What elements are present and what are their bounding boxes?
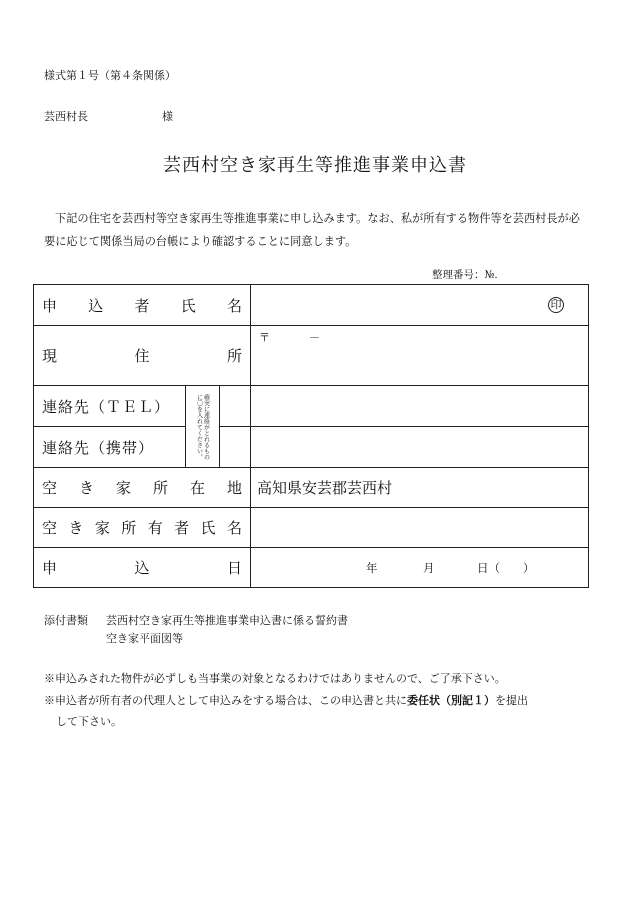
label-char: 込 [134, 559, 150, 577]
row-address [34, 326, 589, 386]
contact-note [186, 386, 220, 468]
row-owner-name [34, 508, 589, 548]
postal-mark: 〒 [259, 331, 271, 344]
label-char: 氏 [180, 296, 196, 315]
row-vacant-location [34, 468, 589, 508]
date-month: 月 [423, 560, 435, 575]
contact-note-text: 確実に連絡がとれるものに〇を入れてください。 [195, 393, 210, 460]
note-1: ※申込みされた物件が必ずしも当事業の対象となるわけではありませんので、ご了承下さい。 [44, 672, 506, 685]
label-char: 日 [227, 559, 243, 577]
form-number: 様式第１号（第４条関係） [44, 69, 176, 82]
vacant-location-field[interactable] [251, 468, 589, 508]
tel-checkbox[interactable] [220, 386, 251, 427]
note-2 [44, 692, 528, 708]
attachment-item: 空き家平面図等 [106, 632, 183, 645]
label-char: 空 [42, 479, 58, 497]
label-char: 所 [227, 347, 243, 365]
mobile-checkbox[interactable] [220, 427, 251, 468]
mobile-label [34, 427, 186, 468]
seal-mark: 印 [548, 297, 564, 313]
row-applicant-name [34, 285, 589, 326]
reference-number-label: 整理番号：№. [432, 269, 498, 281]
postal-dash: － [309, 331, 321, 344]
label-char: 名 [227, 296, 243, 315]
apply-date-field[interactable] [251, 548, 589, 588]
address-field[interactable] [251, 326, 589, 386]
row-tel [34, 386, 589, 427]
owner-name-field[interactable] [251, 508, 589, 548]
label-char: 名 [226, 519, 242, 537]
date-year: 年 [366, 560, 378, 575]
applicant-name-field[interactable] [251, 285, 589, 326]
date-day: 日（ [477, 560, 501, 575]
note-2-pre: ※申込者が所有者の代理人として申込みをする場合は、この申込書と共に [44, 694, 407, 707]
owner-name-label [34, 508, 251, 548]
label-char: 家 [94, 519, 110, 537]
attachments-heading: 添付書類 [44, 614, 88, 627]
label-char: 有 [147, 519, 163, 537]
label-char: 所 [153, 479, 169, 497]
tel-field[interactable] [251, 386, 589, 427]
attachment-item: 芸西村空き家再生等推進事業申込書に係る誓約書 [106, 614, 348, 627]
note-2-bold: 委任状（別記１） [407, 694, 495, 707]
label-char: 地 [227, 479, 243, 497]
date-close: ） [523, 560, 535, 575]
label-char: 者 [134, 296, 150, 315]
addressee: 芸西村長 [44, 110, 88, 123]
apply-date-label [34, 548, 251, 588]
label-char: 家 [116, 479, 132, 497]
note-2-continued: して下さい。 [56, 715, 122, 728]
label-char: 氏 [200, 519, 216, 537]
addressee-honorific: 様 [162, 110, 173, 123]
vacant-location-value: 高知県安芸郡芸西村 [257, 479, 393, 497]
note-2-post: を提出 [495, 694, 528, 707]
label-char: 込 [88, 296, 104, 315]
tel-label-text: 連絡先（ＴＥＬ） [42, 397, 171, 416]
label-char: 申 [42, 296, 58, 315]
applicant-name-label [34, 285, 251, 326]
row-mobile [34, 427, 589, 468]
label-char: 在 [190, 479, 206, 497]
label-char: 空 [42, 519, 58, 537]
address-label [34, 326, 251, 386]
page-title: 芸西村空き家再生等推進事業申込書 [163, 155, 467, 176]
intro-paragraph: 下記の住宅を芸西村等空き家再生等推進事業に申し込みます。なお、私が所有する物件等を芸西村長が必要に応じて関係当局の台帳により確認することに同意します。 [44, 212, 580, 248]
label-char: 所 [121, 519, 137, 537]
label-char: き [79, 479, 95, 497]
mobile-label-text: 連絡先（携帯） [42, 438, 155, 457]
application-form-table [33, 284, 589, 588]
label-char: 住 [134, 347, 150, 365]
vacant-location-label [34, 468, 251, 508]
label-char: き [68, 519, 84, 537]
mobile-field[interactable] [251, 427, 589, 468]
row-apply-date [34, 548, 589, 588]
label-char: 申 [42, 559, 58, 577]
label-char: 現 [42, 347, 58, 365]
tel-label [34, 386, 186, 427]
label-char: 者 [174, 519, 190, 537]
